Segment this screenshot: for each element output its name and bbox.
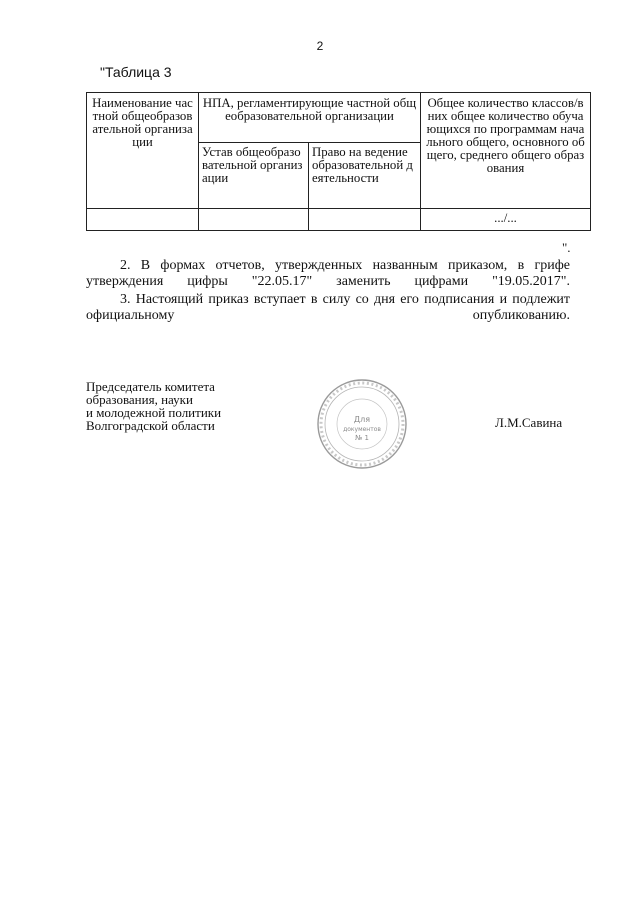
svg-text:документов: документов: [343, 426, 381, 433]
col-header-npa-group: НПА, регламентирующие частной общеобразовательной организации: [199, 93, 421, 143]
col-header-charter: Устав общеобразовательной организации: [199, 143, 309, 209]
paragraph-3: 3. Настоящий приказ вступает в силу со дня его подписания и подлежит официальному опубликованию.: [86, 292, 570, 323]
svg-text:Для: Для: [353, 415, 371, 424]
closing-quote: ".: [562, 240, 571, 255]
table-cell: [87, 209, 199, 231]
table-caption: "Таблица 3: [100, 64, 172, 80]
official-seal-stamp: [316, 378, 408, 470]
table-3: [86, 92, 591, 231]
page-number: 2: [316, 39, 324, 53]
signatory-name: Л.М.Савина: [495, 415, 563, 430]
signatory-position-line: Волгоградской области: [86, 418, 215, 433]
col-header-license: Право на ведение образовательной деятельности: [309, 143, 421, 209]
paragraph-2: 2. В формах отчетов, утвержденных названным приказом, в грифе утверждения цифры "22.05.17" заменить цифрами "19.05.2017".: [86, 258, 570, 289]
signatory-position-line: Председатель комитета: [86, 379, 215, 394]
signatory-position-line: и молодежной политики: [86, 405, 222, 420]
col-header-class-count: Общее количество классов/в них общее количество обучающихся по программам начального общего, основного общего, среднего общего образования: [421, 93, 591, 209]
svg-text:№ 1: № 1: [355, 434, 369, 442]
col-header-organization-name: Наименование частной общеобразовательной организации: [87, 93, 199, 209]
table-cell: [309, 209, 421, 231]
table-cell: [199, 209, 309, 231]
table-row: [87, 209, 591, 231]
signatory-position-line: образования, науки: [86, 392, 193, 407]
table-cell: .../...: [421, 209, 591, 231]
signatory-position: [86, 380, 221, 432]
